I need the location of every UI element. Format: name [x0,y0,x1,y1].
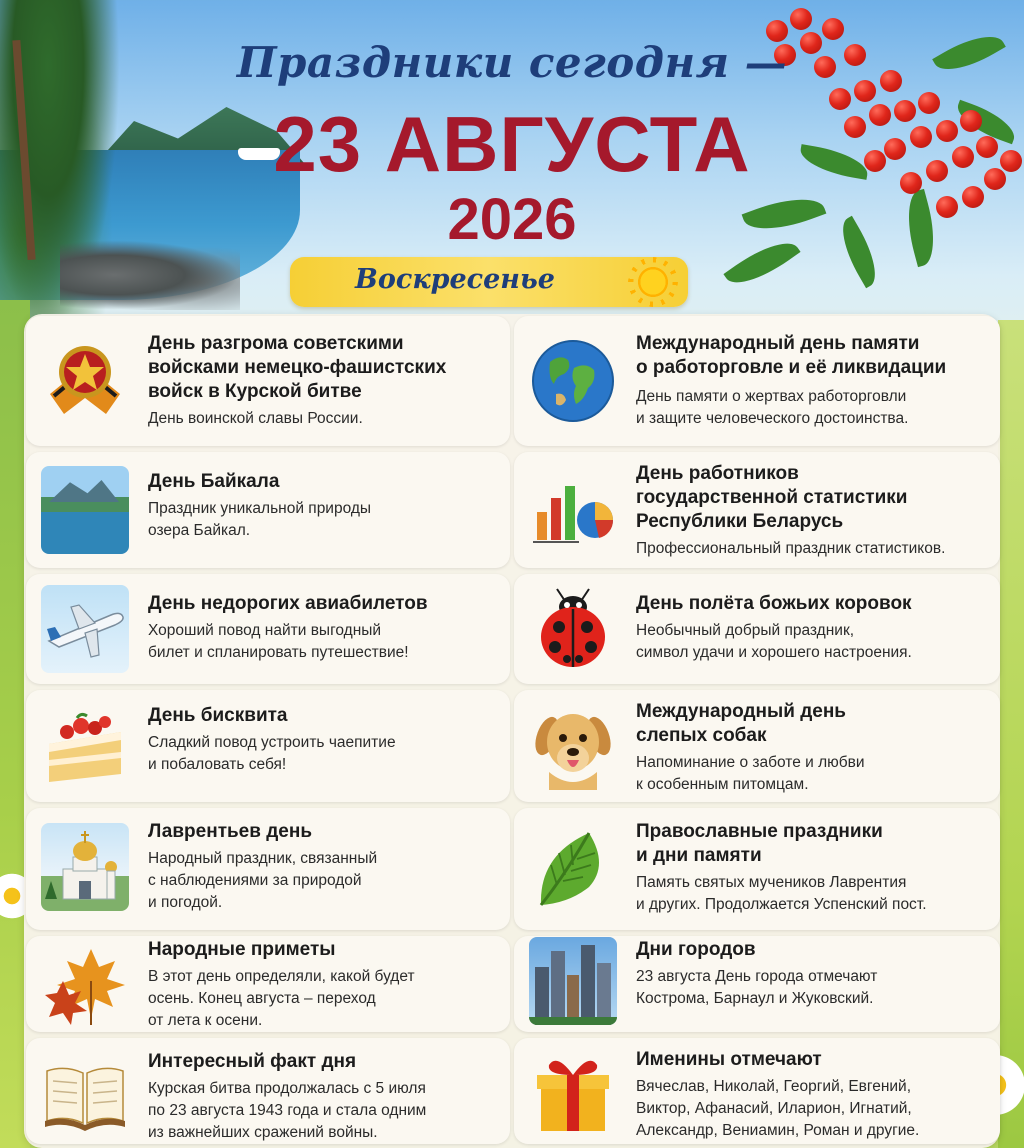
city-skyline-icon [528,936,618,1026]
card-title: День Байкала [148,471,280,492]
card-title: Дни городов [636,939,756,960]
ladybug-icon [528,584,618,674]
holiday-card-city-days [514,936,1000,1032]
card-description: 23 августа День города отмечают Кострома, Барнаул и Жуковский. [636,968,878,1007]
holiday-card-guide-dogs [514,690,1000,802]
airplane-icon [40,584,130,674]
card-title: День разгрома советскими войсками немецко-фашистских войск в Курской битве [148,333,447,402]
weekday-label: Воскресенье [355,264,555,295]
gift-box-icon [528,1046,618,1136]
open-book-icon [40,1046,130,1136]
card-title: День полёта божьих коровок [636,593,912,614]
autumn-leaves-icon [40,940,130,1030]
card-description: Курская битва продолжалась с 5 июля по 23 августа 1943 года и стала одним из важнейших сражений войны. [148,1080,427,1141]
page-title: Праздники сегодня — [236,38,788,87]
grass-right-background [998,320,1024,1148]
holiday-card-sponge-cake [26,690,510,802]
green-leaf-icon [528,824,618,914]
card-title: Международный день слепых собак [636,701,846,746]
card-title: Международный день памяти о работорговле и её ликвидации [636,333,947,378]
holiday-card-folk-signs [26,936,510,1032]
card-description: Сладкий повод устроить чаепитие и побаловать себя! [148,734,396,773]
card-description: Хороший повод найти выгодный билет и спланировать путешествие! [148,622,409,661]
sun-icon [632,261,674,303]
holiday-card-fact-of-day [26,1038,510,1144]
military-glory-star-icon [40,334,130,424]
card-title: Именины отмечают [636,1049,822,1070]
card-title: День бисквита [148,705,288,726]
weekday-badge [290,257,688,307]
card-title: День работников государственной статистики Республики Беларусь [636,463,908,532]
card-description: В этот день определяли, какой будет осень. Конец августа – переход от лета к осени. [148,968,415,1029]
holiday-card-baikal [26,452,510,568]
holiday-card-slave-trade-remembrance [514,316,1000,446]
card-description: Напоминание о заботе и любви к особенным питомцам. [636,754,865,793]
card-title: Интересный факт дня [148,1051,357,1072]
card-description: День воинской славы России. [148,410,363,427]
holiday-card-lavrentiev-day [26,808,510,930]
card-title: Народные приметы [148,939,336,960]
card-title: День недорогих авиабилетов [148,593,428,614]
card-description: Праздник уникальной природы озера Байкал. [148,500,372,539]
baikal-lake-icon [40,465,130,555]
card-title: Лаврентьев день [148,821,312,842]
holiday-card-orthodox-days [514,808,1000,930]
card-description: Профессиональный праздник статистиков. [636,540,946,557]
holiday-card-name-days [514,1038,1000,1144]
card-description: Вячеслав, Николай, Георгий, Евгений, Виктор, Афанасий, Иларион, Игнатий, Александр, Вениамин, Роман и другие. [636,1078,920,1139]
church-icon [40,822,130,912]
year-heading: 2026 [447,187,577,252]
card-description: Память святых мучеников Лаврентия и других. Продолжается Успенский пост. [636,874,927,913]
globe-icon [528,336,618,426]
card-description: Народный праздник, связанный с наблюдениями за природой и погодой. [148,850,378,911]
holiday-card-statistics-workers [514,452,1000,568]
card-title: Православные праздники и дни памяти [636,821,883,866]
holiday-card-ladybug-flight [514,574,1000,684]
card-description: День памяти о жертвах работорговли и защите человеческого достоинства. [636,388,909,427]
statistics-chart-icon [528,465,618,555]
holiday-card-cheap-tickets [26,574,510,684]
date-heading: 23 АВГУСТА [273,100,751,188]
dog-icon [528,701,618,791]
sponge-cake-icon [40,701,130,791]
holiday-card-kursk-battle [26,316,510,446]
card-description: Необычный добрый праздник, символ удачи и хорошего настроения. [636,622,912,661]
